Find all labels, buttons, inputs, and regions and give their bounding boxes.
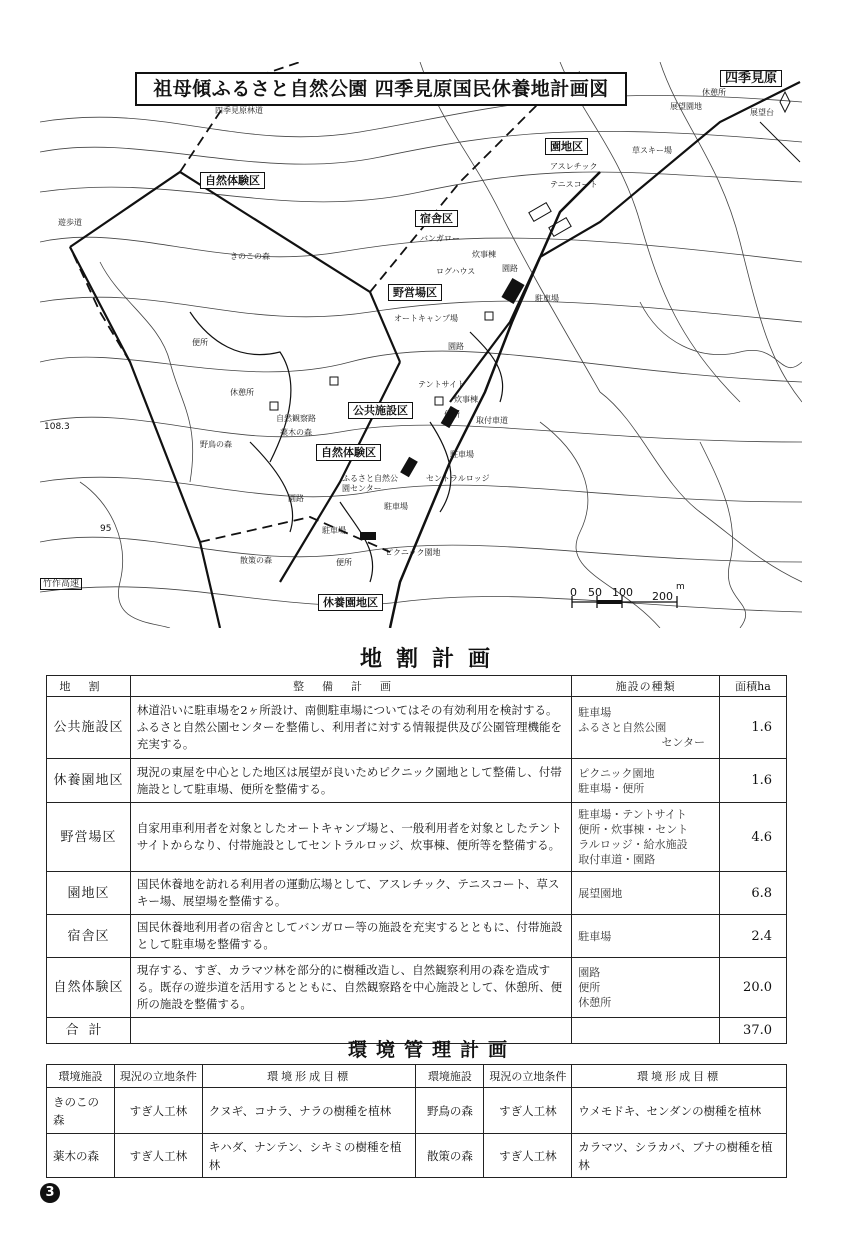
env-condition: すぎ人工林 [484,1088,572,1134]
map-label-toritsuke: 取付車道 [476,416,508,425]
facility-item: 駐車場・便所 [578,781,645,795]
table-row [47,1134,787,1178]
env-goal: カラマツ、シラカバ、ブナの樹種を植林 [572,1134,787,1178]
facility-item: センター [661,736,705,749]
zone-label-kokyo: 公共施設区 [348,402,413,419]
env-plan-heading: 環境管理計画 [347,1039,516,1061]
page-number: 3 [40,1183,60,1203]
facility-item: 休憩所 [578,996,612,1009]
plan-text: 自家用車利用者を対象としたオートキャンプ場と、一般利用者を対象としたテントサイトからなり、付帯施設としてセントラルロッジ、炊事棟、便所等を整備する。 [130,803,571,872]
map-label-tenbodai: 展望台 [750,108,774,117]
scale-tick-200: 200 [652,590,673,603]
header-condition: 現況の立地条件 [114,1065,202,1088]
header-facility: 環境施設 [416,1065,484,1088]
env-condition: すぎ人工林 [114,1134,202,1178]
area-value: 1.6 [720,697,787,759]
map-label-sukii: 草スキー場 [632,146,672,155]
zone-label-yaei: 野営場区 [388,284,442,301]
facility-list [572,697,720,759]
env-goal: ウメモドキ、センダンの樹種を植林 [572,1088,787,1134]
map-label-benjo-3: 便所 [336,558,352,567]
map-title: 祖母傾ふるさと自然公園 四季見原国民休養地計画図 [135,72,627,106]
zone-label-shizen-upper: 自然体験区 [200,172,265,189]
env-facility: 散策の森 [416,1134,484,1178]
facility-list [572,915,720,958]
map-label-suijito: 炊事棟 [472,250,496,259]
zone-label-enchi: 園地区 [545,138,588,155]
plan-text: 林道沿いに駐車場を2ヶ所設け、南側駐車場についてはその有効利用を検討する。ふるさと自然公園センターを整備し、利用者に対する情報提供及び公園管理機能を充実する。 [130,697,571,759]
map-label-benjo-2: 便所 [192,338,208,347]
map-label-sansaku: 散策の森 [240,556,272,565]
env-condition: すぎ人工林 [484,1134,572,1178]
env-goal: キハダ、ナンテン、シキミの樹種を植林 [202,1134,416,1178]
map-label-contour-108: 108.3 [44,422,70,432]
zone-label-shukusha: 宿舎区 [415,210,458,227]
facility-item: ラルロッジ・給水施設 [578,838,688,851]
map-label-yacho: 野鳥の森 [200,440,232,449]
plan-text: 現存する、すぎ、カラマツ林を部分的に樹種改造し、自然観察利用の森を造成する。既存の遊歩道を活用するとともに、自然観察路を中心施設として、休憩所、便所の施設を整備する。 [130,958,571,1018]
facility-item: 便所・炊事棟・セント [578,823,689,836]
map-label-loghouse: ログハウス [436,267,476,276]
land-plan-heading: 地割計画 [359,647,504,672]
map-label-tenbo-enchi: 展望園地 [670,102,702,111]
map-label-road-left: 竹作高速 [40,578,82,590]
map-label-enro-2: 園路 [448,342,464,351]
map-label-kyukeijo-2: 休憩所 [230,388,254,397]
env-header-row [47,1065,787,1088]
zone-name: 園地区 [47,872,131,915]
land-plan-header-row [47,676,787,697]
map-label-contour-95: 95 [100,524,112,534]
zone-label-kyuyo-bottom: 休養園地区 [318,594,383,611]
park-plan-map [40,62,802,628]
facility-item: ピクニック園地 [578,766,655,780]
plan-text: 国民休養地を訪れる利用者の運動広場として、アスレチック、テニスコート、草スキー場、展望場を整備する。 [130,872,571,915]
facility-item: 取付車道・園路 [578,853,656,866]
header-facility: 環境施設 [47,1065,115,1088]
scale-unit: m [676,582,685,592]
map-label-parking-2: 駐車場 [450,450,474,459]
map-label-kansatsu: 自然観察路 [276,414,316,423]
map-label-enro-3: 園路 [288,494,304,503]
total-area: 37.0 [720,1018,787,1044]
map-label-center: ふるさと自然公園センター [342,474,398,493]
env-facility: 薬木の森 [47,1134,115,1178]
map-label-kinoko: きのこの森 [230,252,270,261]
area-value: 4.6 [720,803,787,872]
zone-name: 宿舎区 [47,915,131,958]
area-value: 6.8 [720,872,787,915]
facility-list [572,803,720,872]
table-row [47,958,787,1018]
scale-tick-0: 0 [570,586,577,599]
map-label-benjo: 便所 [444,410,460,419]
facility-list [572,958,720,1018]
facility-item: 展望園地 [578,886,623,900]
topographic-map-graphic [40,62,802,628]
env-condition: すぎ人工林 [114,1088,202,1134]
header-goal: 環境形成目標 [572,1065,787,1088]
zone-name: 自然体験区 [47,958,131,1018]
header-area: 面積ha [720,676,787,697]
total-label: 合計 [47,1018,131,1044]
area-value: 2.4 [720,915,787,958]
table-row [47,872,787,915]
map-label-picnic: ピクニック園地 [385,548,441,557]
corner-place-label: 四季見原 [720,70,782,87]
map-label-tentsite: テントサイト [418,380,466,389]
env-facility: 野鳥の森 [416,1088,484,1134]
map-label-parking-1: 駐車場 [535,294,559,303]
facility-item: 園路 [578,966,601,979]
map-label-tennis: テニスコート [550,180,598,189]
facility-item: 駐車場 [578,929,612,943]
table-row [47,697,787,759]
map-label-parking-4: 駐車場 [322,526,346,535]
map-label-yakuboku: 薬木の森 [280,428,312,437]
table-row [47,1088,787,1134]
map-label-road-top: 四季見原林道 [215,106,263,115]
table-row [47,803,787,872]
map-label-enro-1: 園路 [502,264,518,273]
env-facility: きのこの森 [47,1088,115,1134]
scale-tick-100: 100 [612,586,633,599]
env-plan-table [46,1064,787,1178]
env-goal: クヌギ、コナラ、ナラの樹種を植林 [202,1088,416,1134]
map-label-autocamp: オートキャンプ場 [394,314,458,323]
header-zone: 地割 [47,676,131,697]
table-row [47,915,787,958]
header-facilities: 施設の種類 [572,676,720,697]
facility-item: 駐車場 [578,706,612,719]
zone-name: 休養園地区 [47,759,131,803]
map-label-suijito-2: 炊事棟 [454,395,478,404]
facility-item: 便所 [578,981,601,994]
zone-name: 野営場区 [47,803,131,872]
facility-item: ふるさと自然公園 [578,721,667,734]
plan-text: 現況の東屋を中心とした地区は展望が良いためピクニック園地として整備し、付帯施設として駐車場、便所を整備する。 [130,759,571,803]
scale-tick-50: 50 [588,586,602,599]
zone-label-shizen-lower: 自然体験区 [316,444,381,461]
table-row [47,759,787,803]
header-plan: 整備計画 [130,676,571,697]
facility-list [572,759,720,803]
map-label-bungalow: バンガロー [420,234,460,243]
map-label-parking-3: 駐車場 [384,502,408,511]
map-label-yuhodo: 遊歩道 [58,218,82,227]
facility-item: 駐車場・テントサイト [578,808,687,821]
plan-text: 国民休養地利用者の宿舎としてバンガロー等の施設を充実するとともに、付帯施設として駐車場を整備する。 [130,915,571,958]
header-condition: 現況の立地条件 [484,1065,572,1088]
area-value: 1.6 [720,759,787,803]
map-label-athletic: アスレチック [550,162,598,171]
land-plan-table [46,675,787,1044]
map-label-kyukeijo: 休憩所 [702,88,726,97]
map-label-central: セントラルロッジ [426,474,490,483]
facility-list [572,872,720,915]
zone-name: 公共施設区 [47,697,131,759]
area-value: 20.0 [720,958,787,1018]
header-goal: 環境形成目標 [202,1065,416,1088]
